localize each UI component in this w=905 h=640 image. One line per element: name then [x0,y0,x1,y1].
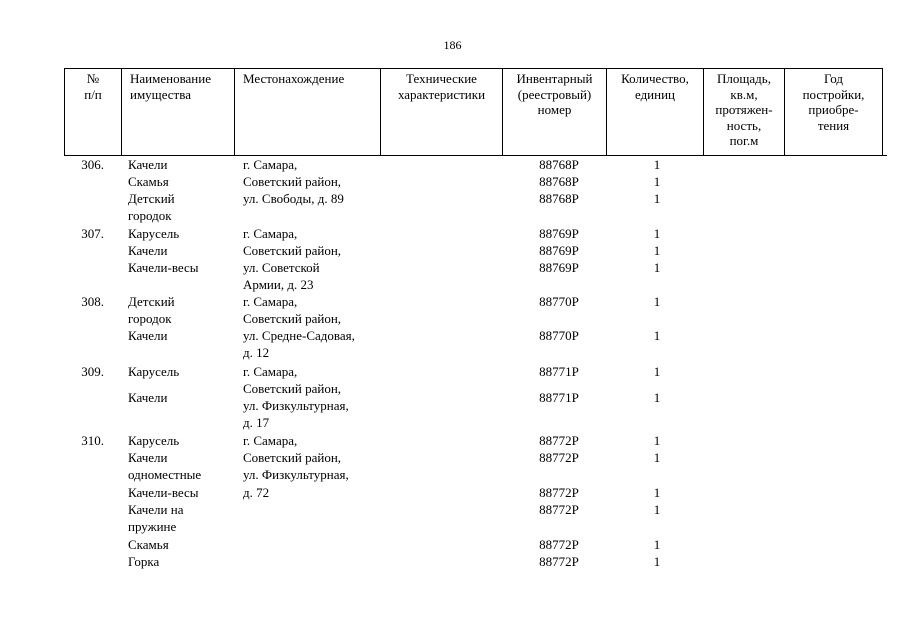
item-name: Качели [128,450,168,465]
item-name: Карусель [128,433,180,448]
inventory-number: 88772Р [539,450,579,465]
item-name: Карусель [128,364,180,379]
quantity: 1 [653,243,661,258]
location-line: Советский район, [243,174,342,189]
location-line: ул. Физкультурная, [243,467,349,482]
inventory-number: 88768Р [539,157,579,172]
location-line: д. 72 [243,485,270,500]
item-name: Качели [128,243,168,258]
quantity: 1 [653,554,661,569]
inventory-number: 88772Р [539,433,579,448]
location-line: г. Самара, [243,157,298,172]
location-line: Советский район, [243,243,342,258]
item-name: Качели [128,328,168,343]
inventory-number: 88769Р [539,243,579,258]
item-name: Детский [128,191,175,206]
quantity: 1 [653,502,661,517]
page-number: 186 [443,38,462,52]
quantity: 1 [653,174,661,189]
header-location: Местонахождение [235,69,381,156]
quantity: 1 [653,433,661,448]
location-line: Советский район, [243,450,342,465]
inventory-number: 88769Р [539,260,579,275]
row-number: 308. [81,294,104,309]
header-inventory: Инвентарный (реестровый) номер [503,69,607,156]
location-line: ул. Физкультурная, [243,398,349,413]
quantity: 1 [653,260,661,275]
location-line: ул. Советской [243,260,320,275]
row-number: 309. [81,364,104,379]
location-line: Советский район, [243,381,342,396]
item-name: Скамья [128,537,169,552]
location-line: г. Самара, [243,226,298,241]
quantity: 1 [653,191,661,206]
header-tech: Технические характеристики [381,69,503,156]
quantity: 1 [653,485,661,500]
location-line: ул. Средне-Садовая, [243,328,355,343]
header-year: Год постройки, приобре- тения [785,69,883,156]
header-name: Наименование имущества [122,69,235,156]
row-number: 306. [81,157,104,172]
location-line: Армии, д. 23 [243,277,314,292]
item-name: городок [128,208,172,223]
table-header [64,68,883,156]
location-line: г. Самара, [243,433,298,448]
item-name: Горка [128,554,160,569]
inventory-number: 88772Р [539,485,579,500]
quantity: 1 [653,537,661,552]
inventory-number: 88770Р [539,328,579,343]
location-line: г. Самара, [243,364,298,379]
item-name: Скамья [128,174,169,189]
item-name: пружине [128,519,177,534]
item-name: Качели [128,390,168,405]
inventory-number: 88771Р [539,390,579,405]
inventory-number: 88769Р [539,226,579,241]
location-line: д. 12 [243,345,270,360]
location-line: д. 17 [243,415,270,430]
quantity: 1 [653,390,661,405]
header-area: Площадь, кв.м, протяжен- ность, пог.м [704,69,785,156]
location-line: ул. Свободы, д. 89 [243,191,344,206]
inventory-number: 88768Р [539,191,579,206]
quantity: 1 [653,450,661,465]
item-name: Карусель [128,226,180,241]
item-name: Качели-весы [128,485,199,500]
inventory-number: 88772Р [539,537,579,552]
location-line: Советский район, [243,311,342,326]
inventory-number: 88772Р [539,502,579,517]
inventory-number: 88772Р [539,554,579,569]
item-name: Детский [128,294,175,309]
quantity: 1 [653,226,661,241]
quantity: 1 [653,294,661,309]
inventory-number: 88770Р [539,294,579,309]
quantity: 1 [653,157,661,172]
item-name: Качели-весы [128,260,199,275]
location-line: г. Самара, [243,294,298,309]
header-num: № п/п [65,69,122,156]
header-bottom-rule [64,155,887,156]
header-quantity: Количество, единиц [607,69,704,156]
item-name: одноместные [128,467,202,482]
item-name: Качели [128,157,168,172]
quantity: 1 [653,364,661,379]
item-name: Качели на [128,502,184,517]
quantity: 1 [653,328,661,343]
inventory-number: 88768Р [539,174,579,189]
row-number: 307. [81,226,104,241]
inventory-number: 88771Р [539,364,579,379]
row-number: 310. [81,433,104,448]
item-name: городок [128,311,172,326]
